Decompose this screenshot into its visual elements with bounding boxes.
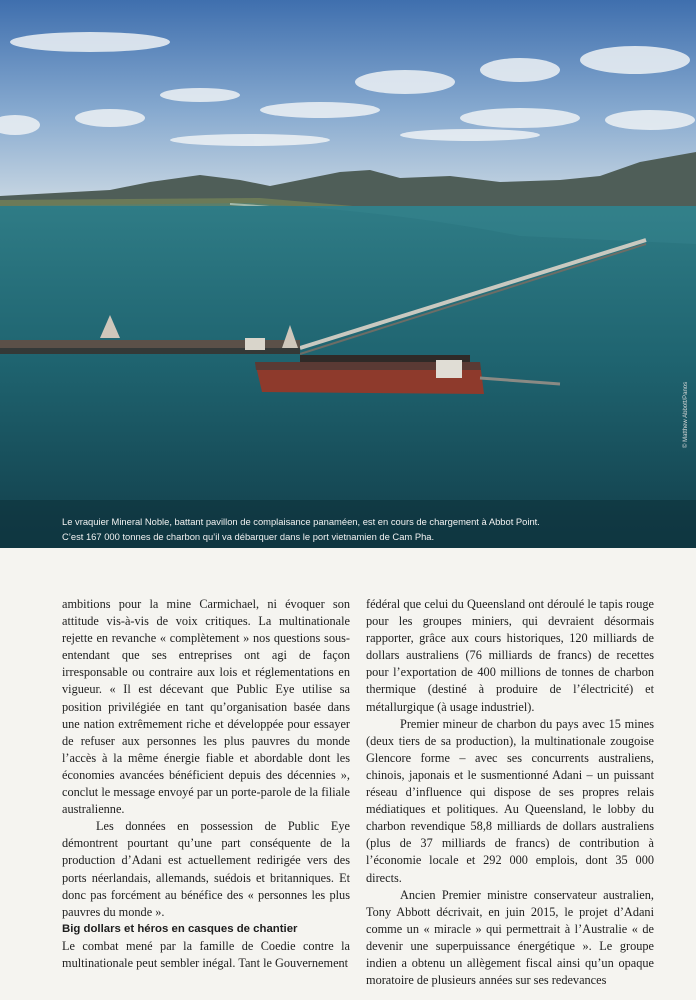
sky: [0, 0, 696, 200]
article-right-column: [366, 596, 654, 989]
caption-line-1: Le vraquier Mineral Noble, battant pavillon de complaisance panaméen, est en cours de chargement à Abbot Point.: [62, 516, 540, 527]
paragraph: ambitions pour la mine Carmichael, ni évoquer son attitude vis-à-vis de voix critiques. La multinationale rejette en revanche « complètement » nos questions sous-entendant que ses entreprises ont agi de façon irresponsable ou contraire aux lois et réglementations en vigueur. « Il est décevant que Public Eye utilise sa position privilégiée en tant qu’organisation basée dans une nation extrêmement riche et développée pour essayer de refuser aux personnes les plus pauvres du monde l’accès à la même énergie fiable et abordable dont les économies avancées bénéficient depuis des décennies », conclut le message envoyé par un porte-parole de la filiale australienne.: [62, 597, 350, 817]
paragraph: Ancien Premier ministre conservateur australien, Tony Abbott décrivait, en juin 2015, le projet d’Adani comme un « miracle » qui permettrait à l’Australie « de devenir une superpuissance énergétique ». Le groupe indien a obtenu un allègement fiscal ainsi qu’un opaque moratoire de plusieurs années sur ses redevances: [366, 887, 654, 988]
paragraph: Premier mineur de charbon du pays avec 15 mines (deux tiers de sa production), la multinationale zougoise Glencore forme – avec ses concurrents australiens, chinois, japonais et le susmentionné Adani – un puissant réseau d’influence qui dispose de ses propres relais médiatiques et politiques. Au Queensland, le lobby du charbon revendique 58,8 milliards de dollars australiens (plus de 37 milliards de francs) de contribution à l’économie locale et 292 000 emplois, dont 35 000 directs.: [366, 716, 654, 885]
photo-credit: © Matthew Abbott/Panos: [683, 381, 689, 448]
article-left-column: [62, 596, 350, 972]
photo-caption: [62, 514, 622, 544]
paragraph: Le combat mené par la famille de Coedie contre la multinationale peut sembler inégal. Tant le Gouvernement: [62, 938, 350, 970]
paragraph: Les données en possession de Public Eye démontrent pourtant qu’une part conséquente de la production d’Adani est actuellement redirigée vers des ports néerlandais, allemands, suédois et britanniques. Et donc pas forcément au bénéfice des « personnes les plus pauvres du monde ».: [62, 819, 350, 919]
section-subheading: Big dollars et héros en casques de chantier: [62, 922, 298, 935]
paragraph: fédéral que celui du Queensland ont déroulé le tapis rouge pour les groupes miniers, qui devraient désormais rapporter, grâce aux cours historiques, 120 milliards de dollars australiens (76 milliards de francs) de recettes pour l’exportation de 400 millions de tonnes de charbon thermique (destiné à produire de l’électricité) et métallurgique (à usage industriel).: [366, 597, 654, 714]
caption-line-2: C’est 167 000 tonnes de charbon qu’il va débarquer dans le port vietnamien de Cam Pha.: [62, 531, 435, 542]
